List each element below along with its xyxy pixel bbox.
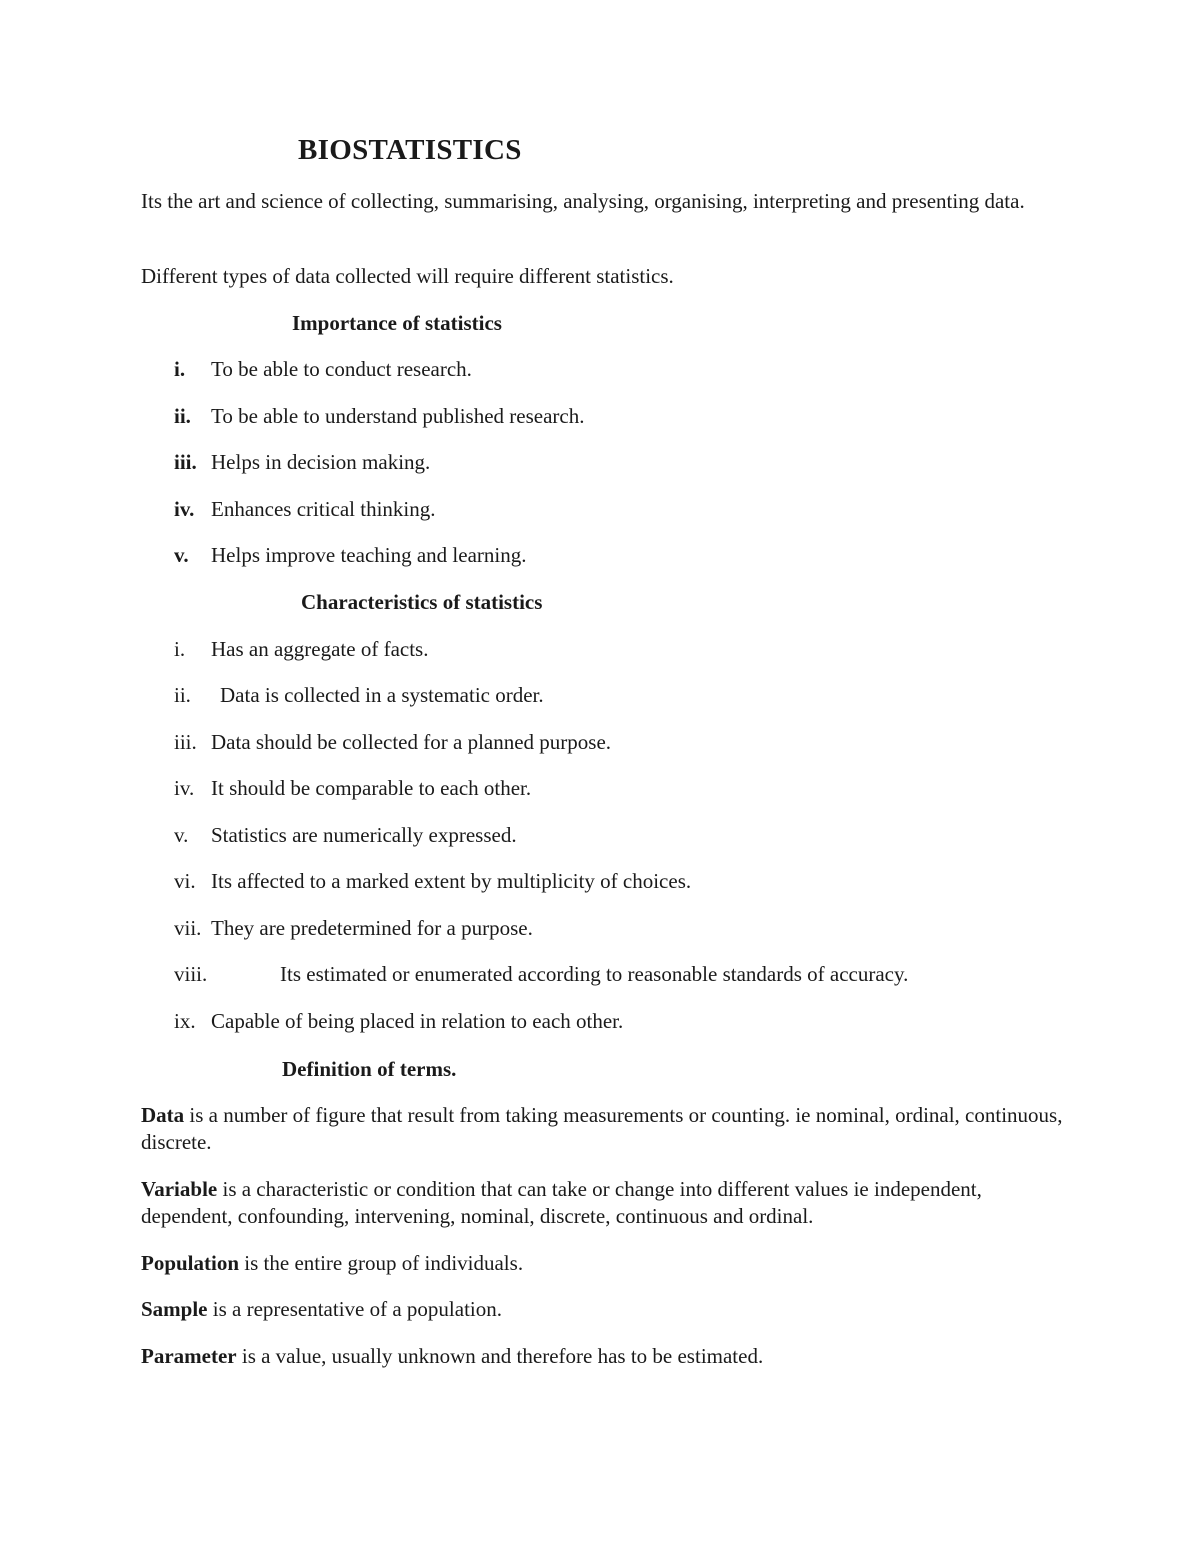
definition-text: is the entire group of individuals. bbox=[239, 1251, 524, 1275]
list-text: Statistics are numerically expressed. bbox=[211, 823, 517, 847]
definition-term: Parameter bbox=[141, 1344, 237, 1368]
list-number: iii. bbox=[174, 450, 197, 474]
list-number: ii. bbox=[174, 683, 191, 707]
list-text: It should be comparable to each other. bbox=[211, 776, 532, 800]
list-text: Its estimated or enumerated according to reasonable standards of accuracy. bbox=[280, 962, 909, 986]
definition-data bbox=[141, 1102, 1071, 1156]
list-number: iii. bbox=[174, 730, 197, 754]
list-number: vi. bbox=[174, 869, 196, 893]
definition-term: Variable bbox=[141, 1177, 218, 1201]
list-text: Has an aggregate of facts. bbox=[211, 637, 429, 661]
definition-text: is a representative of a population. bbox=[207, 1297, 502, 1321]
list-number: ix. bbox=[174, 1009, 196, 1033]
definition-sample bbox=[141, 1296, 1071, 1323]
importance-heading: Importance of statistics bbox=[292, 311, 502, 335]
list-text: To be able to understand published research. bbox=[211, 404, 585, 428]
definition-term: Sample bbox=[141, 1297, 208, 1321]
list-text: Helps in decision making. bbox=[211, 450, 431, 474]
characteristics-heading: Characteristics of statistics bbox=[301, 590, 543, 614]
definition-population bbox=[141, 1250, 1071, 1277]
list-number: v. bbox=[174, 543, 189, 567]
list-number: vii. bbox=[174, 916, 202, 940]
list-number: v. bbox=[174, 823, 189, 847]
list-number: ii. bbox=[174, 404, 191, 428]
list-number: iv. bbox=[174, 776, 195, 800]
list-text: They are predetermined for a purpose. bbox=[211, 916, 533, 940]
intro-paragraph-1: Its the art and science of collecting, summarising, analysing, organising, interpreting and presenting data. bbox=[141, 189, 1025, 213]
list-number: viii. bbox=[174, 962, 208, 986]
list-number: iv. bbox=[174, 497, 195, 521]
intro-paragraph-2: Different types of data collected will require different statistics. bbox=[141, 264, 674, 288]
list-number: i. bbox=[174, 637, 186, 661]
definition-term: Population bbox=[141, 1251, 240, 1275]
definition-parameter bbox=[141, 1343, 1071, 1370]
list-text: Data should be collected for a planned purpose. bbox=[211, 730, 612, 754]
definition-term: Data bbox=[141, 1103, 185, 1127]
definitions-heading: Definition of terms. bbox=[282, 1057, 457, 1081]
definition-text: is a characteristic or condition that can take or change into different values ie independent, dependent, confounding, intervening, nominal, discrete, continuous and ordinal. bbox=[141, 1177, 982, 1228]
list-text: Helps improve teaching and learning. bbox=[211, 543, 527, 567]
list-text: To be able to conduct research. bbox=[211, 357, 472, 381]
list-text: Its affected to a marked extent by multiplicity of choices. bbox=[211, 869, 692, 893]
list-text: Capable of being placed in relation to each other. bbox=[211, 1009, 624, 1033]
definition-text: is a value, usually unknown and therefore has to be estimated. bbox=[236, 1344, 764, 1368]
list-number: i. bbox=[174, 357, 186, 381]
definition-text: is a number of figure that result from taking measurements or counting. ie nominal, ordinal, continuous, discrete. bbox=[141, 1103, 1063, 1154]
list-text: Enhances critical thinking. bbox=[211, 497, 436, 521]
definition-variable bbox=[141, 1176, 1071, 1230]
document-title: BIOSTATISTICS bbox=[298, 134, 522, 166]
list-text: Data is collected in a systematic order. bbox=[220, 683, 544, 707]
